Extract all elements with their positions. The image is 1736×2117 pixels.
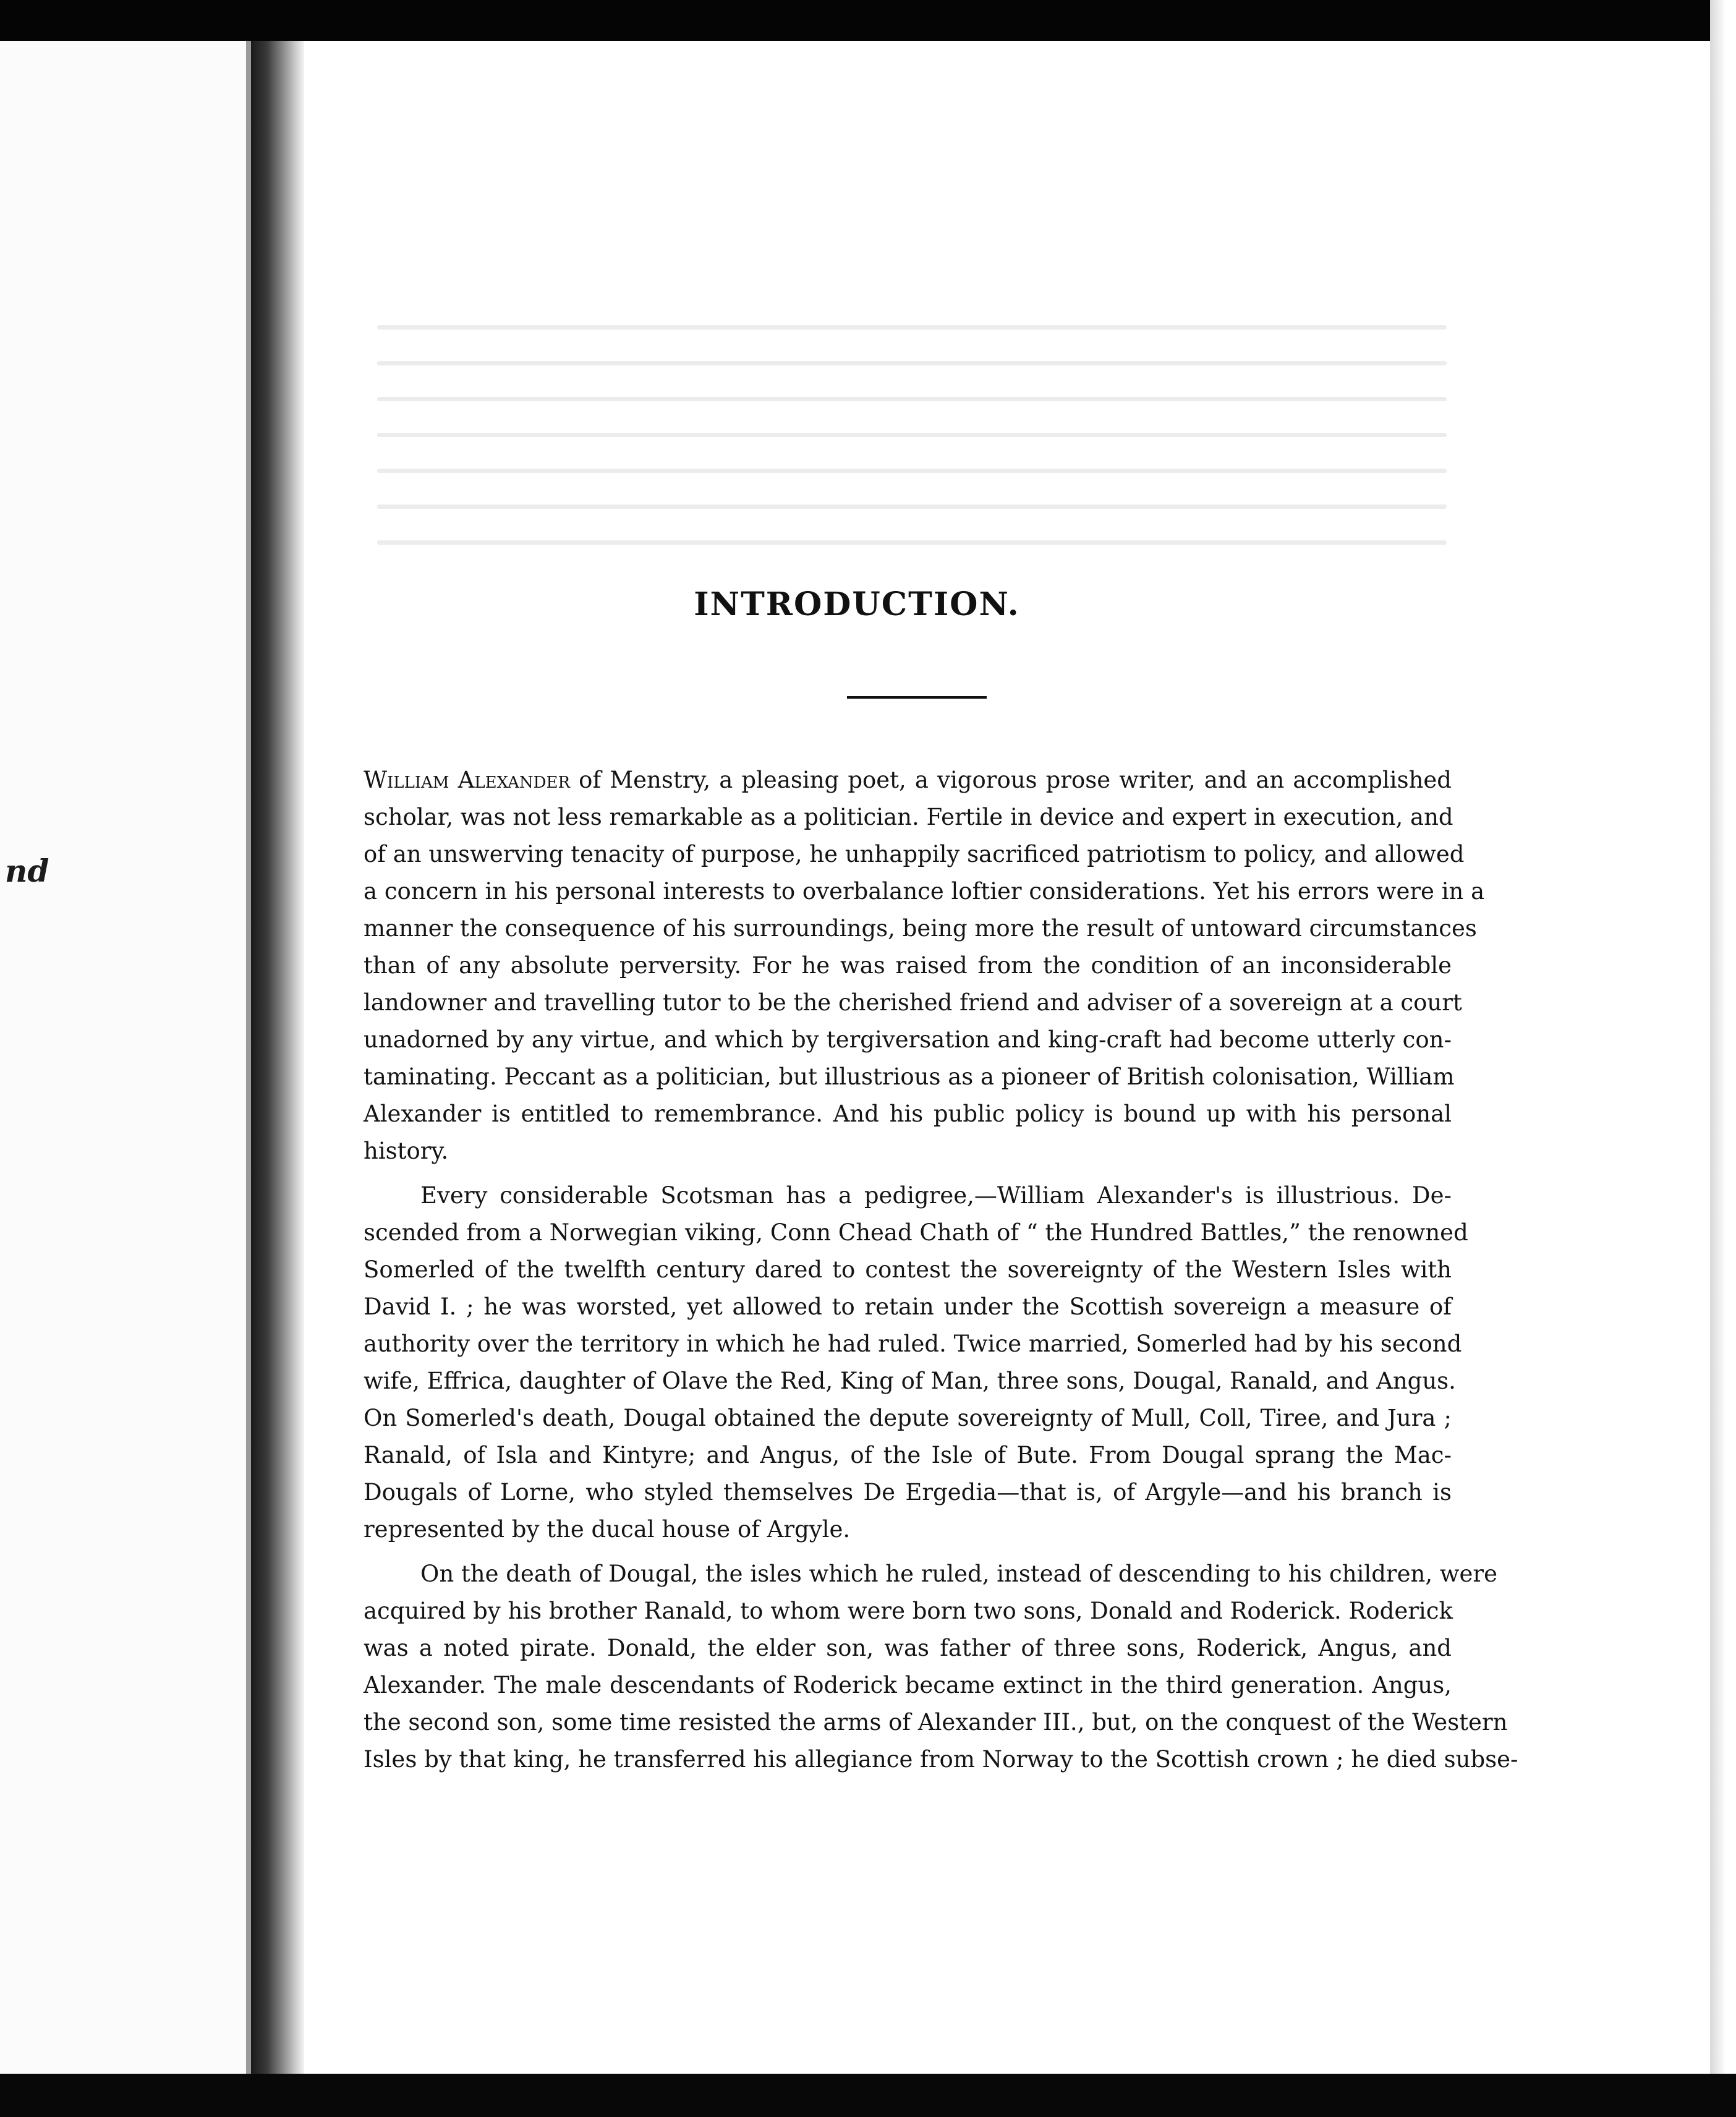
show-through-line	[377, 325, 1447, 330]
facing-page	[0, 41, 247, 2074]
facing-page-edge	[246, 41, 251, 2074]
show-through-line	[377, 433, 1447, 437]
paragraph-gap	[364, 1170, 1452, 1177]
paragraph-gap	[364, 1548, 1452, 1556]
opening-name: William Alexander	[364, 767, 571, 793]
facing-page-text-fragment: nd	[5, 853, 49, 889]
text-line: was a noted pirate. Donald, the elder son, was father of three sons, Roderick, Angus, and	[364, 1635, 1452, 1661]
scan-bottom-border	[0, 2074, 1736, 2117]
book-gutter	[251, 41, 304, 2074]
text-line: history.	[364, 1138, 449, 1164]
paragraph	[364, 1177, 1468, 1548]
text-line: authority over the territory in which he had ruled. Twice married, Somerled had by his second	[364, 1331, 1462, 1357]
page-title: INTRODUCTION.	[694, 586, 1020, 623]
text-line: Isles by that king, he transferred his allegiance from Norway to the Scottish crown ; he died subse-	[364, 1746, 1518, 1773]
show-through-line	[377, 540, 1447, 545]
text-line: of an unswerving tenacity of purpose, he unhappily sacrificed patriotism to policy, and allowed	[364, 841, 1465, 867]
text-line: William Alexander of Menstry, a pleasing poet, a vigorous prose writer, and an accomplished	[364, 767, 1452, 793]
text-line: Alexander. The male descendants of Roderick became extinct in the third generation. Angus,	[364, 1672, 1452, 1698]
text-line: unadorned by any virtue, and which by tergiversation and king-craft had become utterly con-	[364, 1026, 1452, 1053]
show-through-line	[377, 361, 1447, 365]
text-line: Every considerable Scotsman has a pedigree,—William Alexander's is illustrious. De-	[420, 1182, 1452, 1209]
text-line: a concern in his personal interests to overbalance loftier considerations. Yet his errors were in a	[364, 878, 1485, 905]
text-line: than of any absolute perversity. For he was raised from the condition of an inconsiderable	[364, 952, 1452, 979]
text-line: taminating. Peccant as a politician, but illustrious as a pioneer of British colonisation, William	[364, 1063, 1455, 1090]
text-line: David I. ; he was worsted, yet allowed to retain under the Scottish sovereign a measure of	[364, 1293, 1452, 1320]
text-line: manner the consequence of his surroundings, being more the result of untoward circumstances	[364, 915, 1477, 942]
text-line: Ranald, of Isla and Kintyre; and Angus, of the Isle of Bute. From Dougal sprang the Mac-	[364, 1442, 1452, 1468]
text-line: wife, Effrica, daughter of Olave the Red, King of Man, three sons, Dougal, Ranald, and Angus.	[364, 1368, 1456, 1394]
text-line: landowner and travelling tutor to be the cherished friend and adviser of a sovereign at a court	[364, 989, 1462, 1016]
show-through-line	[377, 505, 1447, 509]
paragraph	[364, 1556, 1518, 1778]
text-line: the second son, some time resisted the arms of Alexander III., but, on the conquest of the Western	[364, 1709, 1508, 1736]
text-line: scended from a Norwegian viking, Conn Chead Chath of “ the Hundred Battles,” the renowned	[364, 1219, 1468, 1246]
body-text	[364, 762, 1518, 1778]
text-line: acquired by his brother Ranald, to whom were born two sons, Donald and Roderick. Roderick	[364, 1598, 1453, 1624]
text-line: Dougals of Lorne, who styled themselves De Ergedia—that is, of Argyle—and his branch is	[364, 1479, 1452, 1506]
scan-right-edge	[1710, 0, 1736, 2117]
show-through-line	[377, 469, 1447, 473]
text-line: On the death of Dougal, the isles which he ruled, instead of descending to his children, were	[420, 1561, 1497, 1587]
show-through-line	[377, 397, 1447, 401]
title-rule	[847, 696, 987, 699]
paragraph	[364, 762, 1485, 1170]
text-line: scholar, was not less remarkable as a politician. Fertile in device and expert in execution, and	[364, 804, 1453, 830]
text-line: On Somerled's death, Dougal obtained the depute sovereignty of Mull, Coll, Tiree, and Jura ;	[364, 1405, 1452, 1431]
scan-top-border	[0, 0, 1736, 41]
text-line: Somerled of the twelfth century dared to contest the sovereignty of the Western Isles with	[364, 1256, 1452, 1283]
text-line: Alexander is entitled to remembrance. And his public policy is bound up with his personal	[364, 1101, 1452, 1127]
text-line: represented by the ducal house of Argyle.	[364, 1516, 851, 1543]
